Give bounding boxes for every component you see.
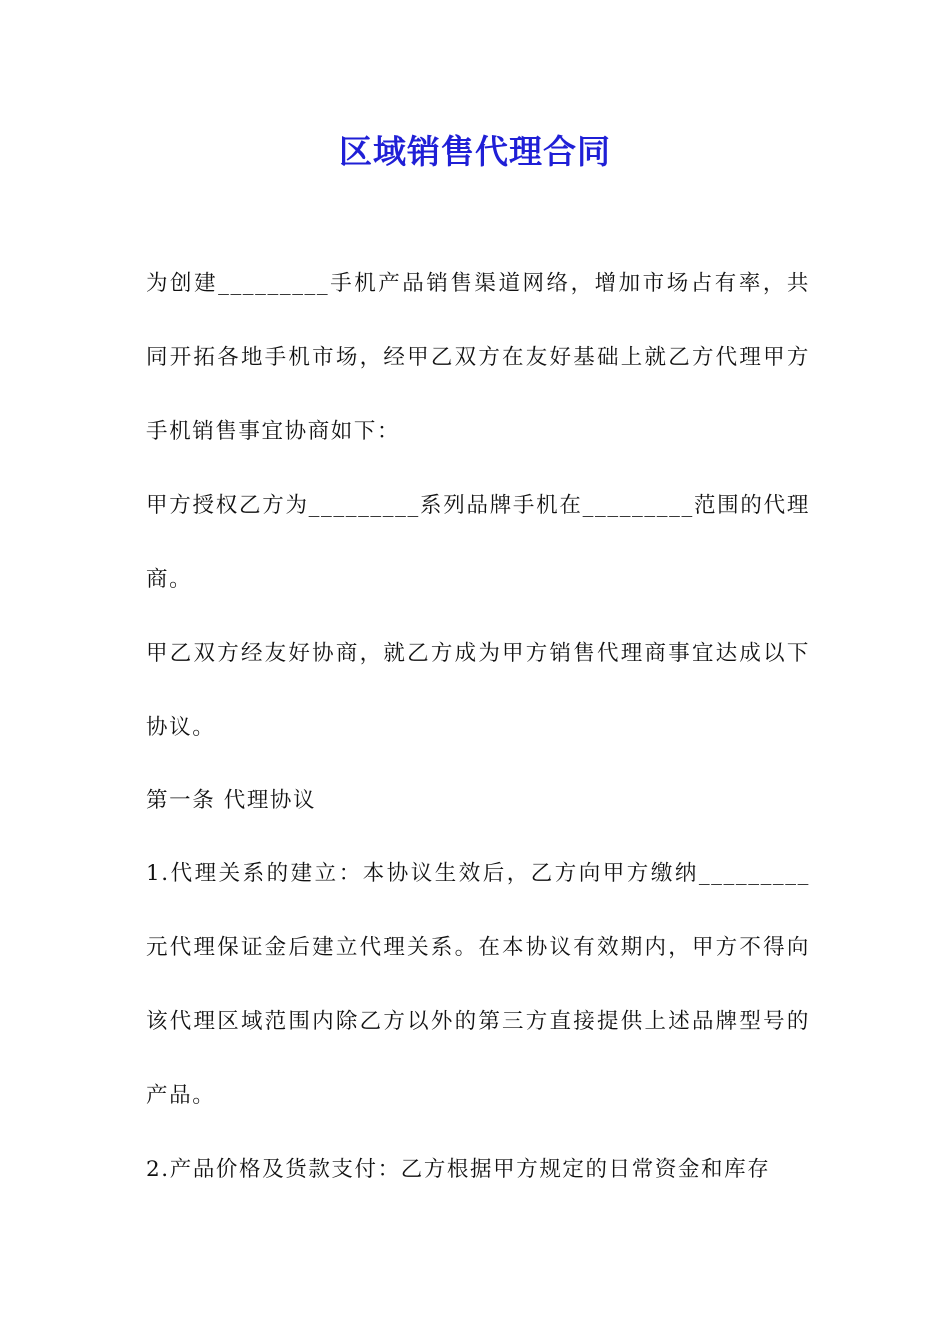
section-heading-article-1: 第一条 代理协议 (146, 788, 317, 813)
clause-2-price-payment: 2.产品价格及货款支付：乙方根据甲方规定的日常资金和库存 (146, 1157, 771, 1182)
paragraph-authorization: 甲方授权乙方为_________系列品牌手机在_________范围的代理商。 (146, 493, 810, 592)
paragraph-intro: 为创建_________手机产品销售渠道网络，增加市场占有率，共同开拓各地手机市场，经甲乙双方在友好基础上就乙方代理甲方手机销售事宜协商如下： (146, 271, 810, 444)
paragraph-agreement: 甲乙双方经友好协商，就乙方成为甲方销售代理商事宜达成以下协议。 (146, 641, 810, 740)
document-title: 区域销售代理合同 (339, 132, 611, 171)
clause-1-agency-relationship: 1.代理关系的建立：本协议生效后，乙方向甲方缴纳_________元代理保证金后建立代理关系。在本协议有效期内，甲方不得向该代理区域范围内除乙方以外的第三方直接提供上述品牌型号的产品。 (146, 861, 810, 1108)
document-body (146, 247, 810, 1207)
